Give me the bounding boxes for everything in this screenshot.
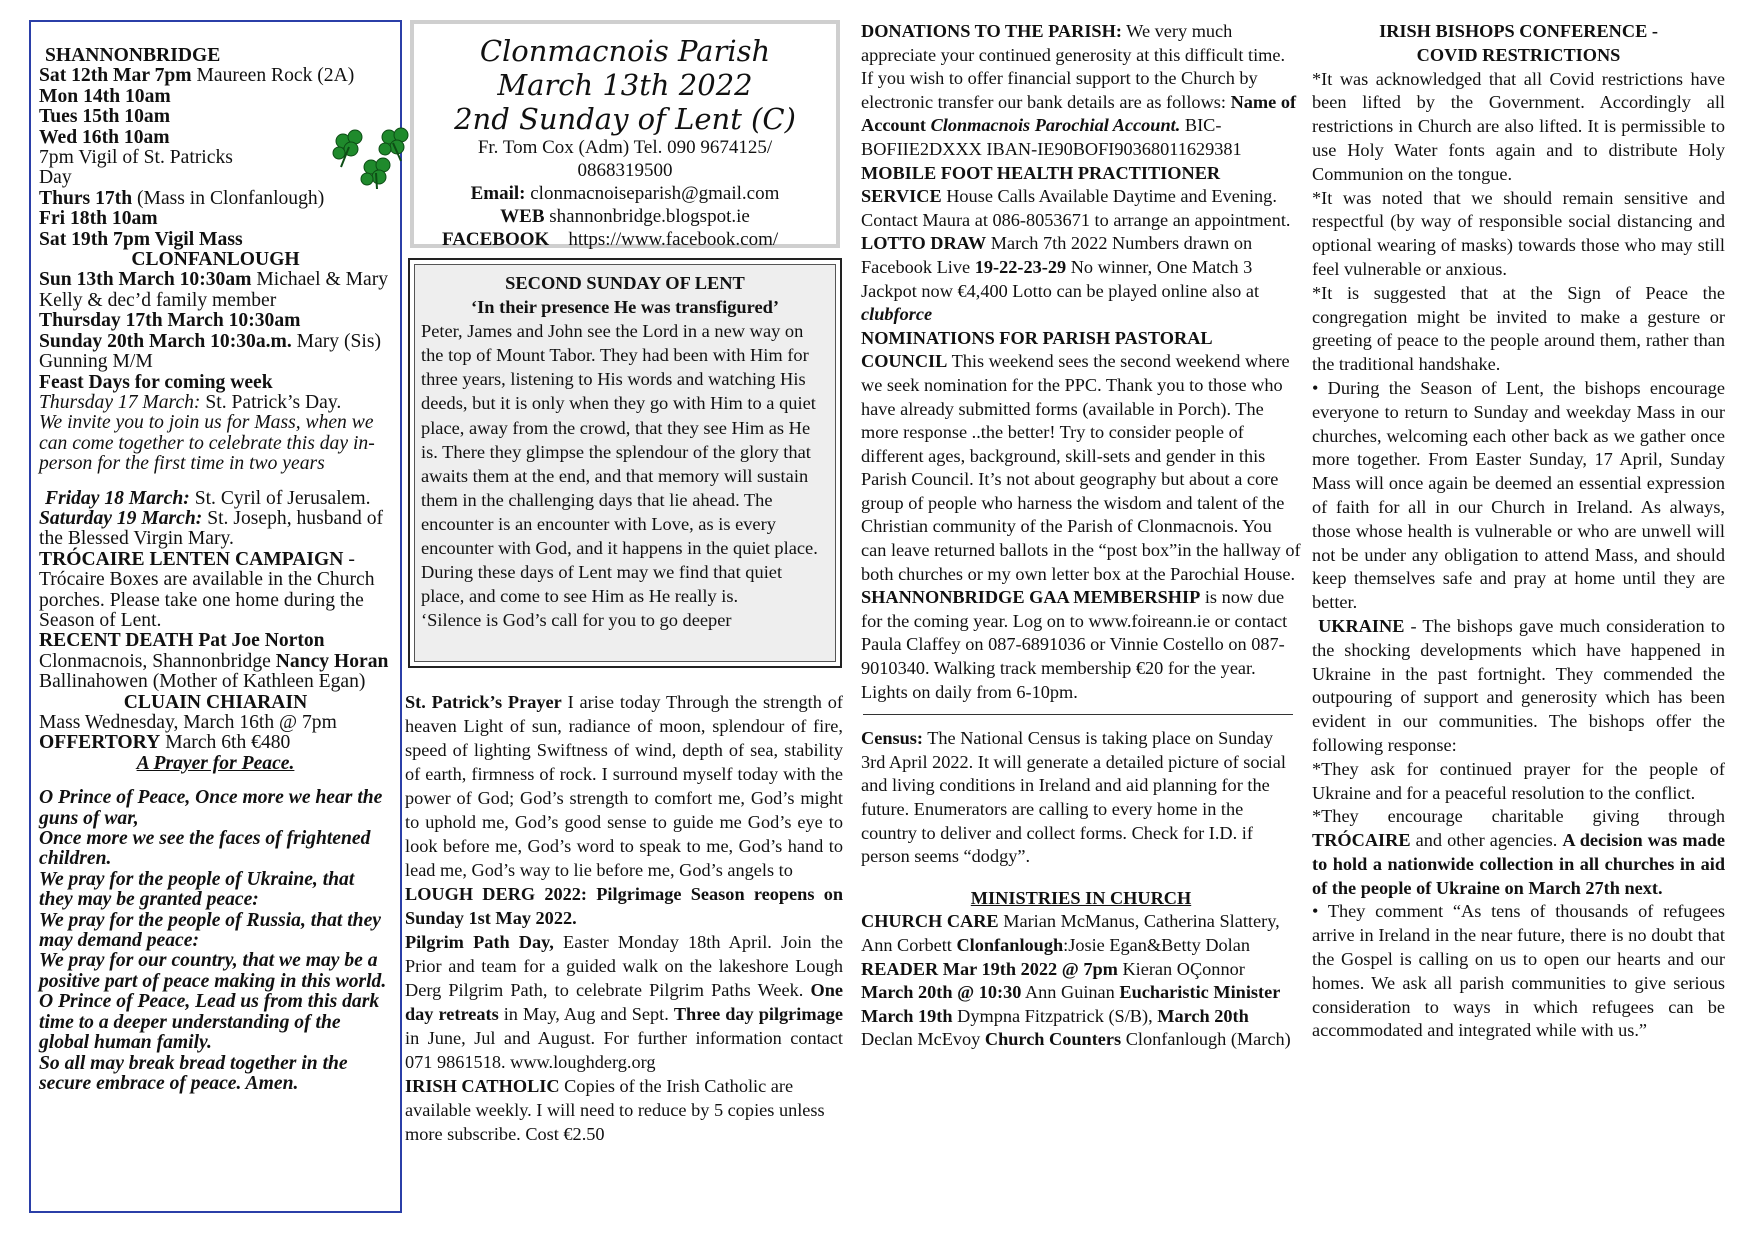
trocaire-notice: TRÓCAIRE LENTEN CAMPAIGN - Trócaire Boxes are available in the Church porches. Please take one home during the Season of Lent. bbox=[39, 548, 375, 631]
lent-title: SECOND SUNDAY OF LENT bbox=[505, 273, 745, 293]
mass-thurs17: Thurs 17th (Mass in Clonfanlough) bbox=[39, 187, 325, 209]
lough-derg-heading: LOUGH DERG 2022: Pilgrimage Season reopens on Sunday 1st May 2022. bbox=[405, 884, 843, 928]
prayer-title: A Prayer for Peace. bbox=[136, 752, 295, 774]
refugees-p7: • They comment “As tens of thousands of refugees arrive in Ireland in the near future, there is no doubt that the Gospel is calling on us to open our hearts and our homes. We ask all parish communities to give serious consideration to ways in which refugees can be accommodated and integrated while with us.” bbox=[1312, 901, 1725, 1041]
feast-heading: Feast Days for coming week bbox=[39, 371, 273, 393]
web-line: WEB shannonbridge.blogspot.ie bbox=[500, 206, 750, 227]
prayer-line: We pray for the people of Russia, that they may demand peace: bbox=[39, 909, 381, 952]
mass-tues15: Tues 15th 10am bbox=[39, 106, 171, 128]
pilgrim-path: Pilgrim Path Day, Easter Monday 18th April. Join the Prior and team for a guided walk on the lakeshore Lough Derg Pilgrim Path, to celebrate Pilgrim Paths Week. One day retreats in May, Aug and Sept. Three day pilgrimage in June, Jul and August. For further information contact 071 9861518. www.loughderg.org bbox=[405, 932, 844, 1072]
parish-notices-column bbox=[861, 20, 1301, 1052]
parish-name: Clonmacnois Parish bbox=[479, 34, 771, 68]
mass-wed16: Wed 16th 10am bbox=[39, 126, 170, 148]
email-link[interactable]: clonmacnoiseparish@gmail.com bbox=[530, 183, 780, 204]
recent-death: RECENT DEATH Pat Joe Norton Clonmacnois, Shannonbridge Nancy Horan Ballinahowen (Mother of Kathleen Egan) bbox=[39, 630, 389, 693]
prayer-line: O Prince of Peace, Lead us from this dark time to a deeper understanding of the global human family. bbox=[39, 991, 380, 1054]
col2-notices bbox=[405, 690, 843, 1146]
shannonbridge-heading: SHANNONBRIDGE bbox=[45, 45, 221, 66]
prayer-line: O Prince of Peace, Once more we hear the guns of war, bbox=[39, 787, 383, 829]
facebook-link[interactable]: https://www.facebook.com/ bbox=[568, 229, 779, 250]
lent-mass-p4: • During the Season of Lent, the bishops encourage everyone to return to Sunday and weekday Mass in our churches, welcoming each other back as we gather once more together. From Easter Sunday, 17 April, Sunday Mass will once again be deemed an essential expression of faith for all in our Church in Ireland. As always, those whose health is vulnerable or who are unwell will not be under any obligation to attend Mass, and should keep themselves safe and pray at home until they are better. bbox=[1312, 377, 1725, 613]
bishops-conference-column bbox=[1312, 20, 1725, 1043]
prayer-line: Once more we see the faces of frightened children. bbox=[39, 828, 371, 870]
gaa-membership: SHANNONBRIDGE GAA MEMBERSHIP is now due for the coming year. Log on to www.foireann.ie or contact Paula Claffey on 087-6891036 or Vinnie Costello on 087-9010340. Walking track membership €20 for the year. Lights on daily from 6-10pm. bbox=[861, 587, 1288, 702]
liturgical-sunday: 2nd Sunday of Lent (C) bbox=[454, 102, 796, 136]
feast-patrick: Thursday 17 March: St. Patrick’s Day. bbox=[39, 391, 342, 413]
covid-p1: *It was acknowledged that all Covid restrictions have been lifted by the Government. Accordingly all restrictions in Church are also lifted. It is permissible to use Holy Water fonts again and to distribute Holy Communion on the tongue. bbox=[1312, 68, 1725, 184]
lent-subtitle: ‘In their presence He was transfigured’ bbox=[470, 297, 780, 318]
cluain-heading: CLUAIN CHIARAIN bbox=[123, 691, 308, 713]
mass-fri18: Fri 18th 10am bbox=[39, 208, 158, 230]
nominations: NOMINATIONS FOR PARISH PASTORAL COUNCIL This weekend sees the second weekend where we seek nomination for the PPC. Thank you to those who have already submitted forms (available in Porch). The more response ..the better! Try to consider people of different ages, background, skill-sets and gender in this Parish Council. It’s not about geography but about a core group of people who harness the wisdom and talent of the Christian community of the Parish of Clonmacnois. You can leave returned ballots in the “post box”in the hallway of both churches or my own letter box at the Parochial House. bbox=[861, 327, 1301, 584]
clonfanlough-heading: CLONFANLOUGH bbox=[131, 249, 300, 271]
peace-prayer bbox=[39, 788, 392, 1094]
covid-title: COVID RESTRICTIONS bbox=[1416, 44, 1621, 65]
web-link[interactable]: shannonbridge.blogspot.ie bbox=[549, 206, 750, 227]
bulletin-date: March 13th 2022 bbox=[497, 68, 753, 102]
ukraine-p5: *They ask for continued prayer for the people of Ukraine and for a peaceful resolution to the conflict. bbox=[1312, 758, 1725, 803]
ukraine: UKRAINE - The bishops gave much consideration to the shocking developments which have happened in Ukraine in the past fortnight. They commended the outpouring of support and generosity which has been evident in our communities. The bishops offer the following response: bbox=[1312, 615, 1725, 755]
lent-tail: ‘Silence is God’s call for you to go deeper bbox=[421, 610, 732, 631]
cluain-mass: Mass Wednesday, March 16th @ 7pm bbox=[39, 712, 337, 733]
prayer-line: We pray for our country, that we may be a positive part of peace making in this world. bbox=[39, 950, 387, 992]
ministries-heading: MINISTRIES IN CHURCH bbox=[970, 887, 1192, 908]
priest-contact: Fr. Tom Cox (Adm) Tel. 090 9674125/ 0868319500 bbox=[477, 137, 773, 181]
ukraine-p6: *They encourage charitable giving through TRÓCAIRE and other agencies. A decision was made to hold a nationwide collection in all churches in aid of the people of Ukraine on March 27th next. bbox=[1312, 806, 1725, 898]
header-and-lent-column bbox=[405, 20, 843, 1146]
foot-health: MOBILE FOOT HEALTH PRACTITIONER SERVICE House Calls Available Daytime and Evening. Contact Maura at 086-8053671 to arrange an appointment. bbox=[861, 162, 1291, 230]
email-line: Email: clonmacnoiseparish@gmail.com bbox=[470, 183, 780, 204]
lent-reflection-box bbox=[408, 258, 842, 668]
covid-p2: *It was noted that we should remain sensitive and respectful (by way of responsible social distancing and optional wearing of masks) towards those who may still feel vulnerable or anxious. bbox=[1312, 187, 1725, 279]
offertory: OFFERTORY March 6th €480 bbox=[39, 732, 291, 754]
lotto: LOTTO DRAW March 7th 2022 Numbers drawn on Facebook Live 19-22-23-29 No winner, One Match 3 Jackpot now €4,400 Lotto can be played online also at clubforce bbox=[861, 233, 1260, 325]
mass-schedule-column bbox=[29, 20, 402, 1213]
facebook-line: FACEBOOK https://www.facebook.com/ bbox=[442, 229, 779, 250]
bishops-title: IRISH BISHOPS CONFERENCE - bbox=[1379, 21, 1658, 41]
census: Census: The National Census is taking place on Sunday 3rd April 2022. It will generate a detailed picture of social and living conditions in Ireland and aid planning for the future. Enumerators are calling to every home in the country to deliver and collect forms. Check for I.D. if person seems “dodgy”. bbox=[861, 728, 1286, 867]
patrick-prayer: St. Patrick’s Prayer I arise today Through the strength of heaven Light of sun, radiance of moon, splendour of fire, speed of lighting Swiftness of wind, depth of sea, stability of earth, firmness of rock. I surround myself today with the power of God; God’s strength to comfort me, God’s might to uphold me, God’s good sense to guide me God’s eye to look before me, God’s word to speak to me, God’s hand to lead me, God’s way to lie before me, God’s angels to bbox=[405, 692, 843, 880]
mass-vigil: 7pm Vigil of St. Patricks Day bbox=[39, 147, 233, 189]
mass-sat12: Sat 12th Mar 7pm Maureen Rock (2A) bbox=[39, 65, 355, 87]
mass-sat19: Sat 19th 7pm Vigil Mass bbox=[39, 228, 243, 250]
mass-mon14: Mon 14th 10am bbox=[39, 85, 171, 107]
covid-p3: *It is suggested that at the Sign of Peace the congregation might be invited to make a gesture or greeting of peace to the people around them, rather than the traditional handshake. bbox=[1312, 282, 1725, 375]
mass-sun13: Sun 13th March 10:30am Michael & Mary Kelly & dec’d family member bbox=[39, 269, 389, 311]
mass-sunday20: Sunday 20th March 10:30a.m. Mary (Sis) Gunning M/M bbox=[39, 330, 382, 373]
mass-thursday17: Thursday 17th March 10:30am bbox=[39, 310, 301, 332]
feast-cyril-joseph: Friday 18 March: St. Cyril of Jerusalem. Saturday 19 March: St. Joseph, husband of the Blessed Virgin Mary. bbox=[39, 487, 384, 550]
parish-header bbox=[410, 20, 840, 248]
invite-text: We invite you to join us for Mass, when we can come together to celebrate this day in-person for the first time in two years bbox=[39, 412, 375, 475]
irish-catholic: IRISH CATHOLIC Copies of the Irish Catholic are available weekly. I will need to reduce by 5 copies unless more subscribe. Cost €2.50 bbox=[405, 1076, 825, 1144]
donations: DONATIONS TO THE PARISH: We very much appreciate your continued generosity at this difficult time. If you wish to offer financial support to the Church by electronic transfer our bank details are as follows: Name of Account Clonmacnois Parochial Account. BIC-BOFIIE2DXXX IBAN-IE90BOFI90368011629381 bbox=[861, 21, 1297, 159]
prayer-line: So all may break bread together in the secure embrace of peace. Amen. bbox=[39, 1052, 348, 1094]
prayer-line: We pray for the people of Ukraine, that they may be granted peace: bbox=[39, 868, 355, 911]
ministries: CHURCH CARE Marian McManus, Catherina Slattery, Ann Corbett Clonfanlough:Josie Egan&Betty Dolan READER Mar 19th 2022 @ 7pm Kieran OÇonnor March 20th @ 10:30 Ann Guinan Eucharistic Minister March 19th Dympna Fitzpatrick (S/B), March 20th Declan McEvoy Church Counters Clonfanlough (March) bbox=[861, 911, 1291, 1050]
divider bbox=[863, 714, 1293, 715]
lent-body: Peter, James and John see the Lord in a new way on the top of Mount Tabor. They had been with Him for three years, listening to His words and watching His deeds, but it is only when they go with Him to a quiet place, away from the crowd, that they see Him as He is. There they glimpse the splendour of the glory that awaits them at the end, and that memory will sustain them in the challenging days that lie ahead. The encounter is an encounter with Love, as is every encounter with God, and it happens in the quiet place. During these days of Lent may we find that quiet place, and come to see Him as He really is. bbox=[421, 321, 818, 607]
